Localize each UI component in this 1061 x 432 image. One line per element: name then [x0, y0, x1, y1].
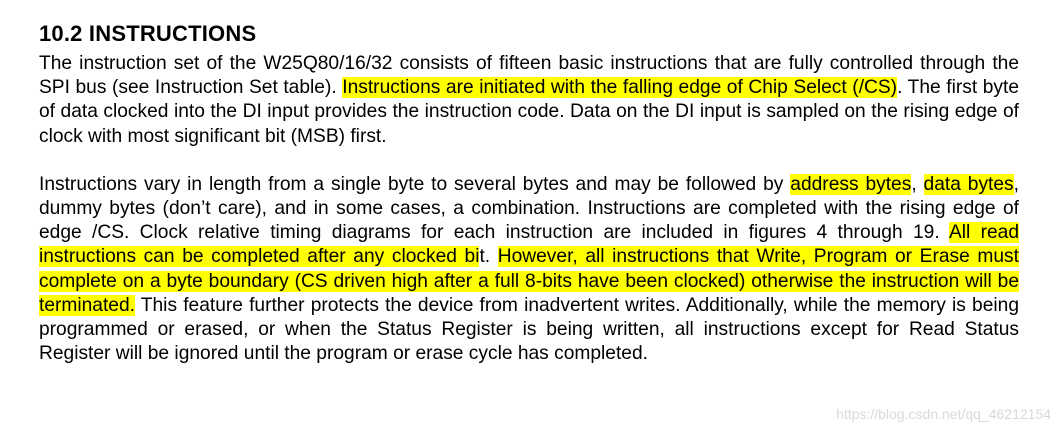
section-heading: 10.2 INSTRUCTIONS	[39, 21, 257, 46]
paragraph-2-text: , dummy bytes (don’t care), and in some cases, a combination. Instructions are completed with the rising edge of edge /CS. Clock relative timing diagrams for each instruction are included in figures 4 through 19.	[39, 173, 1019, 244]
paragraph-2-text: Instructions vary in length from a single byte to several bytes and may be followed by	[39, 173, 791, 195]
paragraph-1-text: The instruction set of the W25Q80/16/32 consists of fifteen basic instructions that are fully controlled through the SPI bus (see Instruction Set table).	[39, 53, 1019, 99]
paragraph-1-text: . The first byte of data clocked into the DI input provides the instruction code. Data on the DI input is sampled on the rising edge of clock with most significant bit (MSB) first.	[39, 77, 1020, 147]
highlighted-text: Instructions are initiated with the falling edge of Chip Select (/CS)	[342, 77, 898, 99]
paragraph-2	[39, 173, 1019, 367]
paragraph-1	[39, 52, 1019, 149]
highlighted-text: address bytes	[790, 173, 912, 195]
paragraph-2-text: t.	[479, 246, 498, 268]
watermark: https://blog.csdn.net/qq_46212154	[836, 406, 1051, 422]
highlighted-text: All read instructions can be completed after any clocked bi	[39, 222, 1020, 268]
highlighted-text: data bytes	[923, 173, 1014, 195]
paragraph-2-text: ,	[911, 173, 924, 195]
document-page	[39, 20, 1019, 366]
highlighted-text: However, all instructions that Write, Program or Erase must complete on a byte boundary (CS driven high after a full 8-bits have been clocked) otherwise the instruction will be terminated.	[39, 246, 1019, 316]
paragraph-2-text: This feature further protects the device from inadvertent writes. Additionally, while the memory is being programmed or erased, or when the Status Register is being written, all instructions except for Read Status Register will be ignored until the program or erase cycle has completed.	[39, 294, 1019, 365]
